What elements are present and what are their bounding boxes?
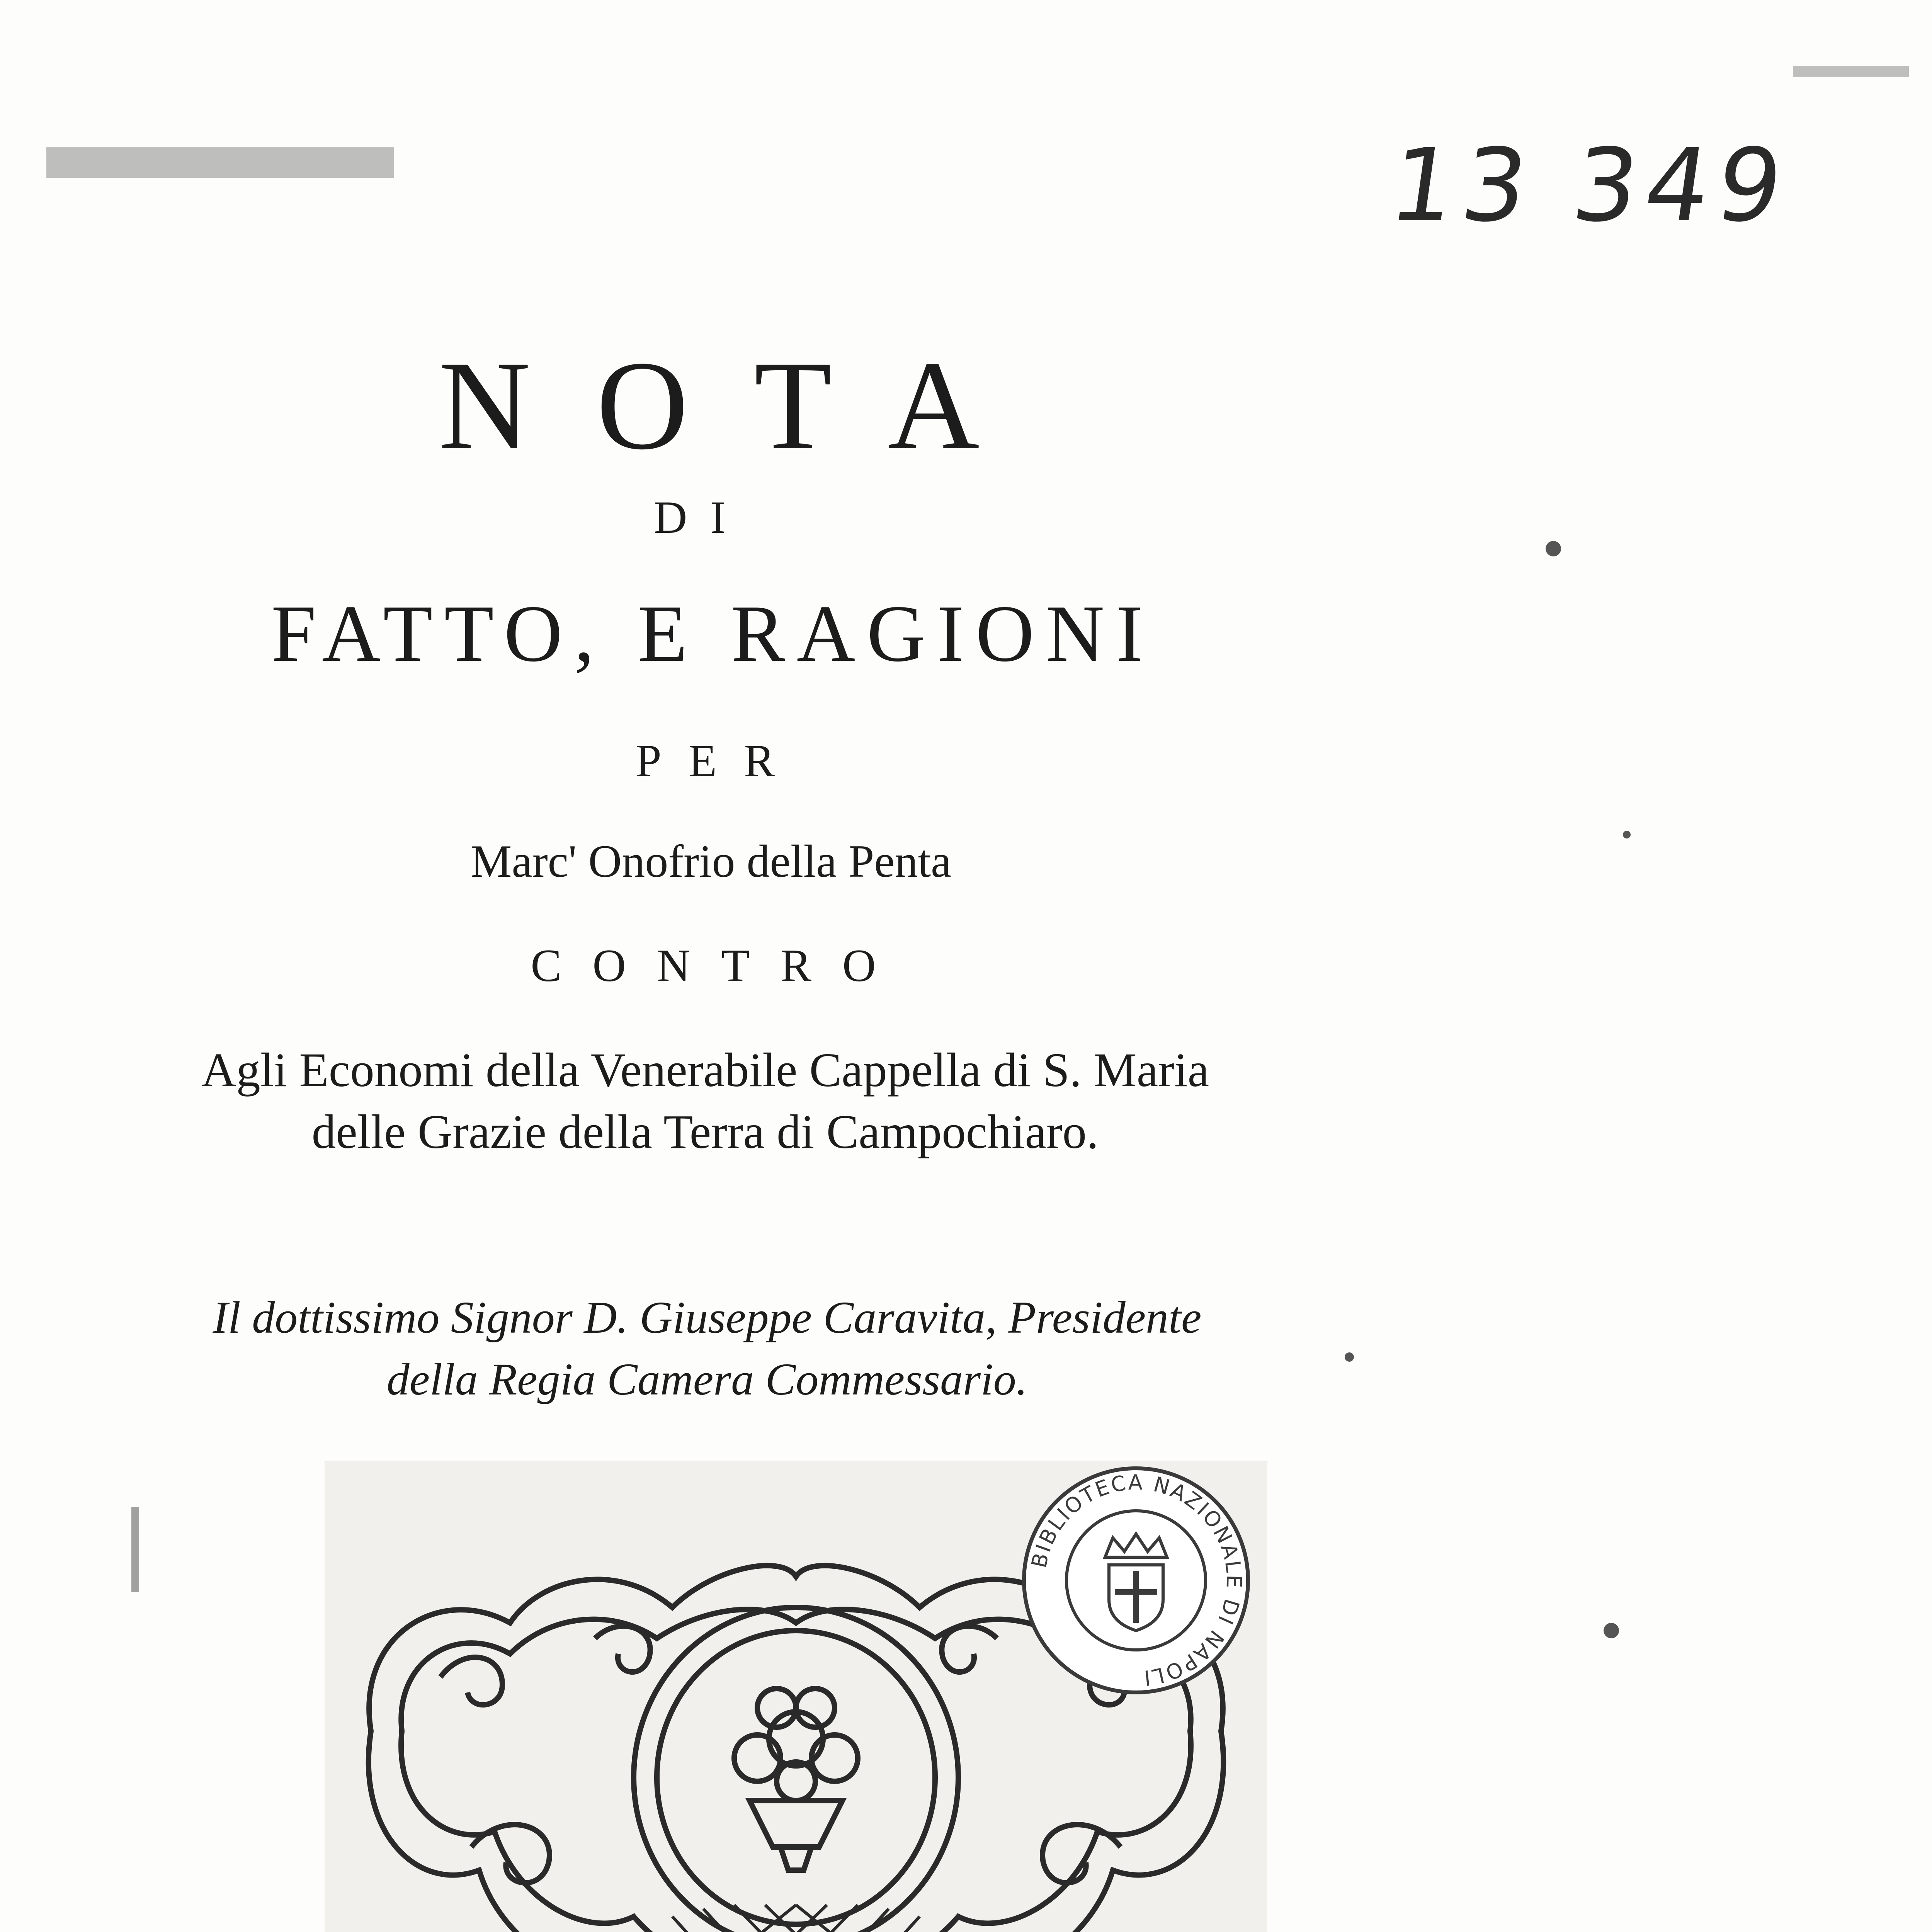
library-stamp-seal <box>1016 1461 1256 1700</box>
per-heading: PER <box>635 735 802 786</box>
defendant-line-1: Agli Economi della Venerabile Cappella di S. Maria <box>201 1044 1209 1097</box>
document-title: NOTA <box>438 335 1046 476</box>
defendant-block <box>0 1039 1391 1163</box>
title-connector: DI <box>653 492 749 543</box>
scan-mark-left <box>131 1507 139 1592</box>
judge-line-1: Il dottissimo Signor D. Giuseppe Caravita, Presidente <box>213 1292 1202 1343</box>
document-subtitle: FATTO, E RAGIONI <box>271 589 1155 679</box>
speck <box>1546 541 1561 556</box>
plaintiff-name: Marc' Onofrio della Penta <box>470 835 952 887</box>
speck <box>1623 831 1631 838</box>
speck <box>1604 1623 1619 1638</box>
judge-block <box>0 1287 1391 1410</box>
scan-smudge-top-left <box>46 147 394 178</box>
library-stamp-text: BIBLIOTECA NAZIONALE DI NAPOLI <box>1027 1470 1247 1690</box>
library-stamp <box>1016 1461 1256 1700</box>
defendant-line-2: delle Grazie della Terra di Campochiaro. <box>311 1105 1099 1159</box>
contro-heading: CONTRO <box>531 940 907 991</box>
scan-smudge-top-right <box>1793 66 1909 77</box>
handwritten-shelfmark: 13 349 <box>1383 128 1797 244</box>
judge-line-2: della Regia Camera Commessario. <box>386 1354 1028 1405</box>
